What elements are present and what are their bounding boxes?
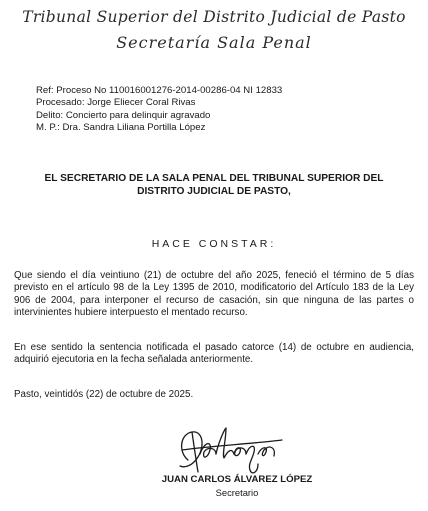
reference-defendant: Procesado: Jorge Eliecer Coral Rivas [36, 97, 196, 109]
signatory-title: Secretario [215, 487, 259, 498]
hace-constar-title: HACE CONSTAR: [151, 238, 277, 250]
date-line: Pasto, veintidós (22) de octubre de 2025. [14, 389, 194, 400]
reference-offense: Delito: Concierto para delinquir agravado [36, 109, 211, 121]
reference-magistrate: M. P.: Dra. Sandra Liliana Portilla López [36, 122, 206, 134]
heading-line-1: EL SECRETARIO DE LA SALA PENAL DEL TRIBUNAL SUPERIOR DEL [44, 173, 384, 184]
document-heading [16, 172, 412, 198]
header-secretaria: Secretaría Sala Penal [116, 33, 312, 52]
reference-process-number: Ref: Proceso No 110016001276-2014-00286-04 NI 12833 [36, 85, 283, 96]
signatory-name: JUAN CARLOS ÁLVAREZ LÓPEZ [161, 474, 313, 485]
header-tribunal-name: Tribunal Superior del Distrito Judicial de Pasto [22, 8, 406, 26]
heading-line-2: DISTRITO JUDICIAL DE PASTO, [137, 186, 291, 197]
body-paragraph-2: En ese sentido la sentencia notificada el pasado catorce (14) de octubre en audiencia, adquirió ejecutoria en la fecha señalada anteriormente. [14, 342, 414, 366]
handwritten-signature [170, 420, 288, 480]
body-paragraph-1: Que siendo el día veintiuno (21) de octubre del año 2025, feneció el término de 5 días previsto en el artículo 98 de la Ley 1395 de 2010, modificatorio del Artículo 183 de la Ley 906 de 2004, para interponer el recurso de casación, sin que ninguna de las partes o intervinientes hubiere interpuesto el mentado recurso. [14, 270, 414, 319]
reference-block [36, 85, 282, 135]
